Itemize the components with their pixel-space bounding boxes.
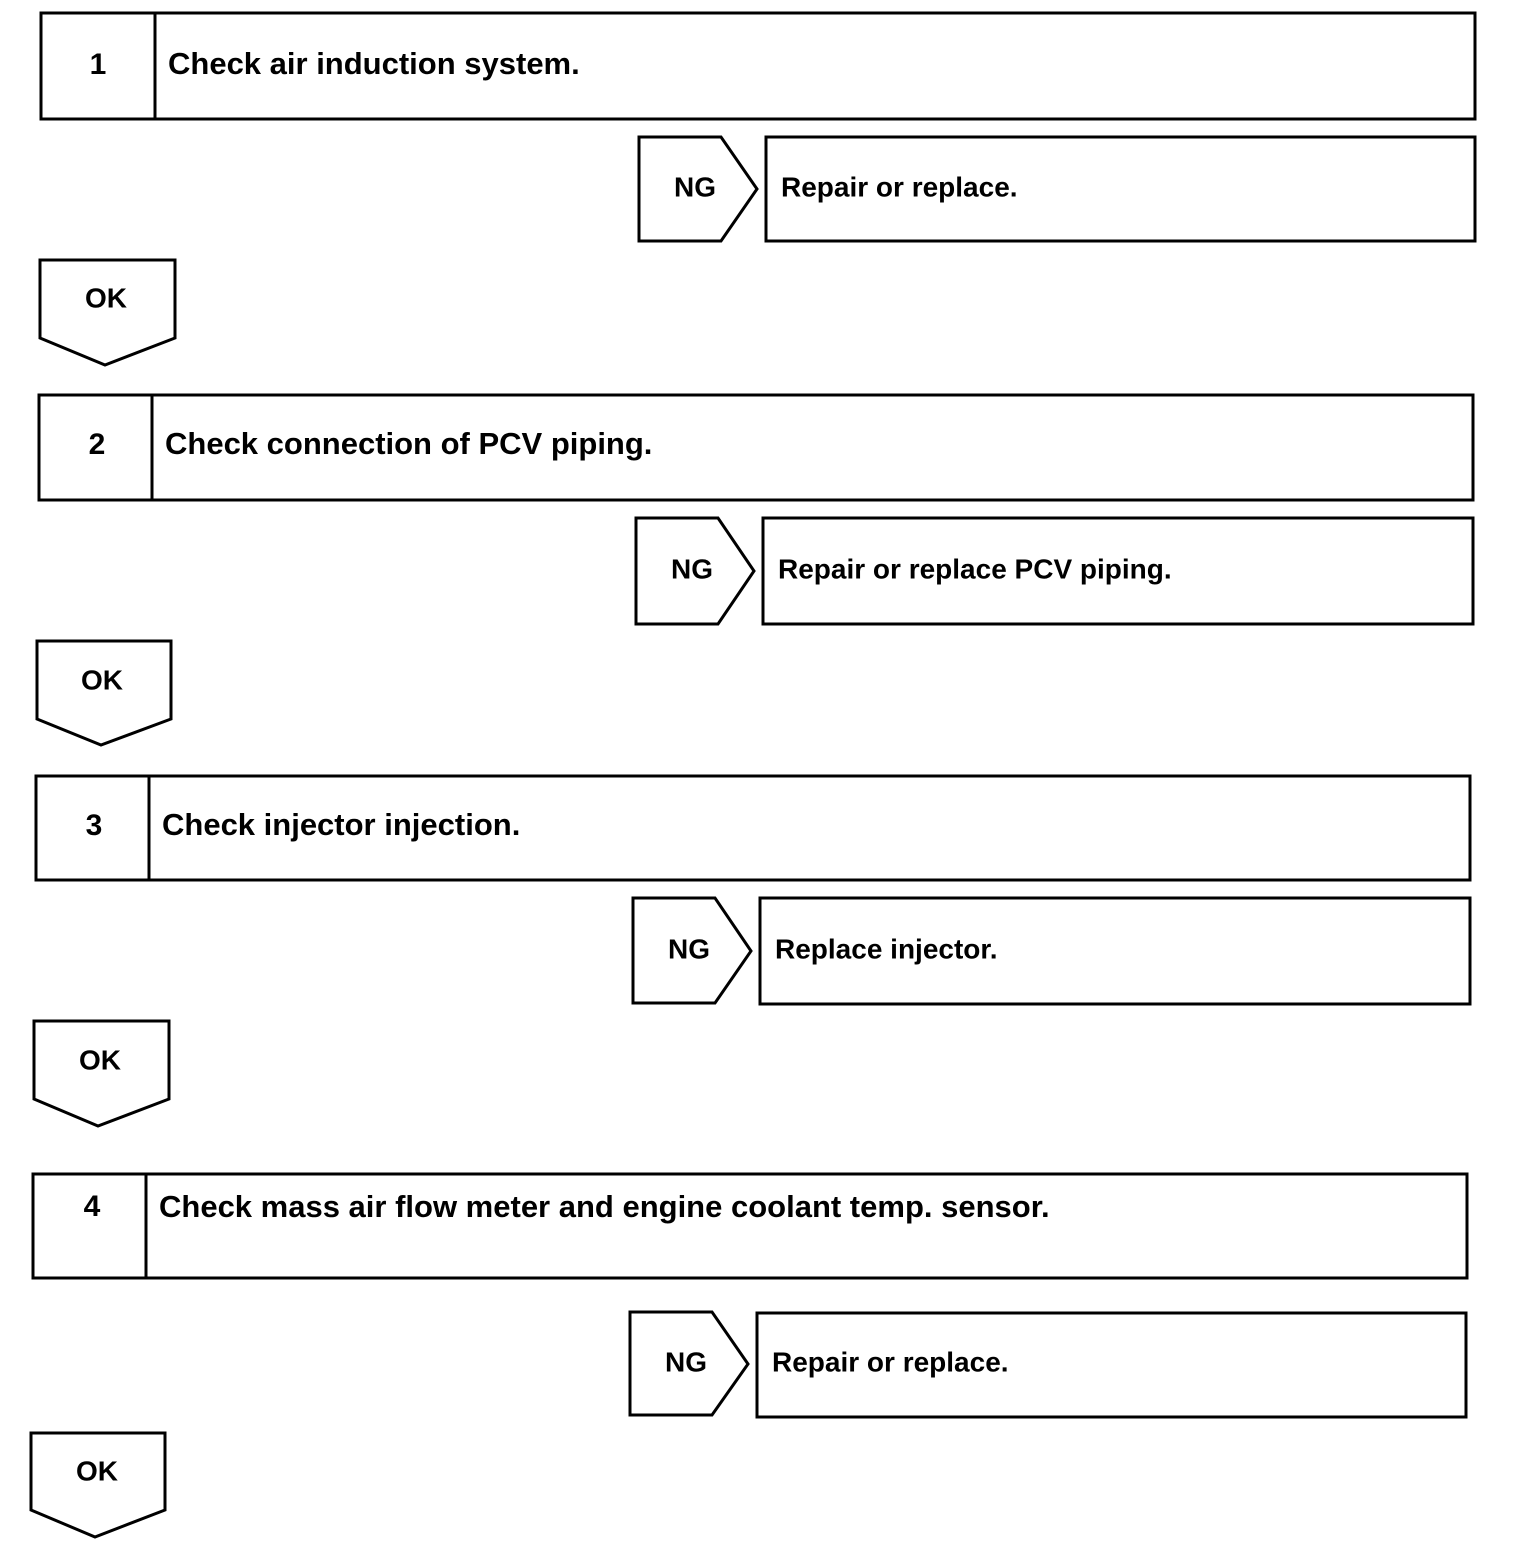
step-3-number: 3 [85, 808, 103, 842]
step-4-ng-label: NG [665, 1346, 707, 1378]
step-1-ok-branch [40, 260, 175, 365]
step-2-ng-action: Repair or replace PCV piping. [778, 553, 1172, 585]
step-1-number: 1 [89, 47, 107, 81]
step-3-text: Check injector injection. [162, 807, 521, 843]
step-4-text: Check mass air flow meter and engine coolant temp. sensor. [159, 1189, 1050, 1225]
step-3-ng-action: Replace injector. [775, 933, 998, 965]
step-4-ng-action: Repair or replace. [772, 1346, 1009, 1378]
step-2-ng-label: NG [671, 553, 713, 585]
step-1-ng-action: Repair or replace. [781, 171, 1018, 203]
step-1-ng-label: NG [674, 171, 716, 203]
step-1-text: Check air induction system. [168, 46, 580, 82]
step-1-ok-label: OK [85, 282, 127, 314]
step-4-ok-branch [31, 1433, 165, 1537]
step-4-ng-branch [630, 1312, 1466, 1417]
step-3-ng-label: NG [668, 933, 710, 965]
step-2-ok-branch [37, 641, 171, 745]
step-3 [36, 776, 1470, 880]
step-1 [41, 13, 1475, 119]
step-2 [39, 395, 1473, 500]
step-2-ok-label: OK [81, 664, 123, 696]
step-1-ng-branch [639, 137, 1475, 241]
step-2-ng-branch [636, 518, 1473, 624]
step-3-ng-branch [633, 898, 1470, 1004]
step-4-number: 4 [83, 1189, 101, 1223]
step-3-ok-branch [34, 1021, 169, 1126]
step-4 [33, 1174, 1467, 1278]
step-2-text: Check connection of PCV piping. [165, 426, 653, 462]
step-3-ok-label: OK [79, 1044, 121, 1076]
step-2-number: 2 [88, 427, 106, 461]
step-4-ok-label: OK [76, 1455, 118, 1487]
